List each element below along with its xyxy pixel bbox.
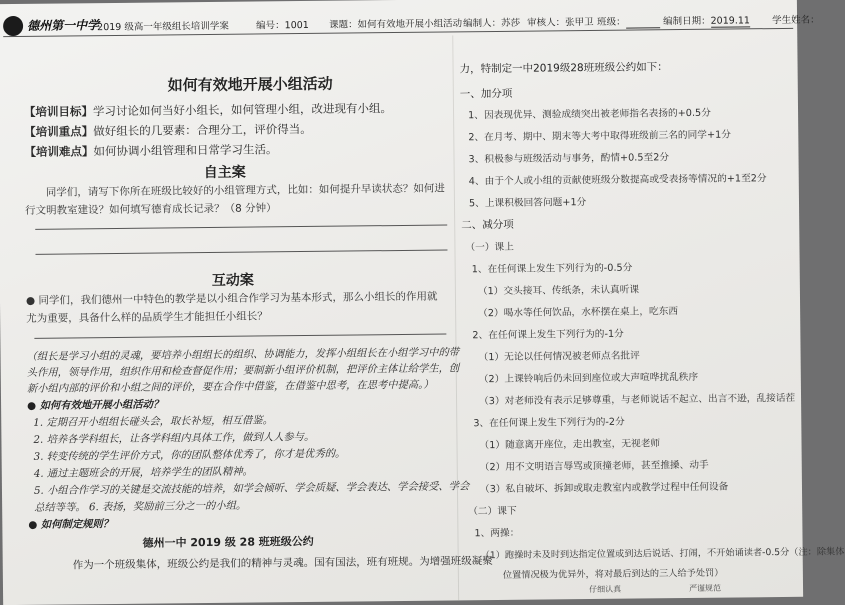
add-item-1: 1、因表现优异、测验成绩突出被老师指名表扬的+0.5分	[468, 107, 711, 122]
convention-title: 德州一中 2019 级 28 班班级公约	[142, 534, 314, 550]
interactive-heading: 互动案	[211, 272, 254, 289]
interactive-question: ● 同学们，我们德州一中特色的教学是以小组合作学习为基本形式，那么小组长的作用就尤为重要，具备什么样的品质学生才能担任小组长？	[25, 290, 438, 325]
header-date	[663, 12, 750, 28]
rule-minus-half-item-1: （1）交头接耳、传纸条，未认真听课	[477, 284, 640, 298]
footer-motto-left: 仔细认真	[588, 584, 622, 595]
header-course: 2019 级高一年级组长培训学案	[97, 20, 229, 34]
page-title: 如何有效地开展小组活动	[167, 74, 333, 95]
goal-target-label: 【培训目标】	[23, 104, 94, 119]
goal-difficulty-label: 【培训难点】	[24, 144, 94, 159]
goal-focus-label: 【培训重点】	[24, 124, 94, 139]
answer-line-3	[34, 334, 446, 339]
handwritten-item-6: 总结等等。 6. 表扬，奖励前三分之一的小组。	[34, 499, 247, 514]
rule-minus-two: 3、在任何课上发生下列行为的-2分	[473, 416, 625, 430]
rule-minus-two-item-1: （1）随意离开座位，走出教室，无视老师	[479, 438, 661, 452]
header-number: 编号：1001	[256, 19, 309, 32]
school-logo-icon	[3, 16, 23, 36]
right-top-text: 力，特制定一中2019级28班班级公约如下：	[459, 61, 668, 76]
answer-line-1	[35, 225, 447, 230]
header-reviewer-label: 审核人：	[527, 17, 566, 29]
header-reviewer-name: 张甲卫	[565, 16, 594, 29]
header-editor: 编制人：苏莎	[463, 17, 521, 30]
add-item-2: 2、在月考、期中、期末等大考中取得班级前三名的同学+1分	[468, 129, 731, 144]
add-item-4: 4、由于个人或小组的贡献使班级分数提高或受表扬等情况的+1至2分	[468, 173, 767, 188]
footer-motto-right: 严谨规范	[688, 583, 722, 593]
handwritten-question-1: ● 如何有效地开展小组活动？	[27, 398, 164, 412]
rule-minus-one: 2、在任何课上发生下列行为的-1分	[472, 328, 624, 342]
add-item-3: 3、积极参与班级活动与事务，酌情+0.5至2分	[468, 152, 670, 166]
in-class-heading: （一）课上	[465, 241, 514, 254]
header-reviewer	[527, 14, 594, 29]
deduct-section-heading: 二、减分项	[461, 218, 514, 232]
handwritten-intro-2: 头作用，领导作用，组织作用和检查督促作用；要制新小组评价机制，把评价主体让给学生，创	[26, 362, 460, 379]
add-section-heading: 一、加分项	[459, 87, 513, 101]
goal-focus	[24, 121, 312, 140]
convention-intro: 作为一个班级集体，班级公约是我们的精神与灵魂。国有国法，班有班规。为增强班级凝聚	[72, 555, 493, 572]
rule-minus-two-item-3: （3）私自破坏、拆卸或取走教室内或教学过程中任何设备	[479, 481, 729, 496]
goal-difficulty	[24, 141, 277, 160]
header-class-blank	[626, 16, 660, 28]
goal-difficulty-text: 如何协调小组管理和日常学习生活。	[93, 142, 278, 159]
rule-minus-one-item-2: （2）上课铃响后仍未回到座位或大声喧哗扰乱秩序	[478, 371, 699, 386]
handwritten-item-2: 2. 培养各学科组长，让各学科组内具体工作，做到人人参与。	[33, 430, 315, 446]
handwritten-question-2: ● 如何制定规则？	[28, 518, 114, 531]
rule-minus-one-item-3: （3）对老师没有表示足够尊重，与老师说话不起立、出言不逊，乱接话茬	[479, 392, 796, 408]
header-date-label: 编制日期：	[663, 15, 711, 28]
self-study-prompt: 同学们，请写下你所在班级比较好的小组管理方式，比如：如何提升早读状态？如何进行文明教室建设？如何填写德育成长记录？（8 分钟）	[24, 182, 445, 217]
rule-minus-one-item-1: （1）无论以任何情况被老师点名批评	[478, 350, 640, 364]
add-item-5: 5、上课积极回答问题+1分	[468, 197, 587, 210]
answer-line-2	[35, 250, 447, 255]
handwritten-intro-3: 新小组内部的评价和小组之间的评价，要在合作中借鉴，在借鉴中思考，在思考中提高。）	[26, 378, 434, 395]
header-student: 学生姓名：	[772, 14, 820, 27]
header-date-value: 2019.11	[710, 15, 750, 27]
header-topic: 课题：如何有效地开展小组活动	[329, 18, 463, 31]
exercise-heading: 1、两操：	[474, 527, 520, 540]
goal-target	[24, 100, 392, 120]
self-study-heading: 自主案	[203, 164, 246, 182]
handwritten-item-3: 3. 转变传统的学生评价方式，你的团队整体优秀了，你才是优秀的。	[33, 447, 346, 463]
goal-target-text: 学习讨论如何当好小组长，如何管理小组，改进现有小组。	[92, 101, 393, 119]
page-crease	[452, 35, 459, 600]
rule-minus-half-item-2: （2）喝水等任何饮品，水杯摆在桌上，吃东西	[478, 306, 679, 320]
handwritten-item-5: 5. 小组合作学习的关键是交流技能的培养，如学会倾听、学会质疑、学会表达、学会接受、学会	[33, 480, 470, 497]
rule-minus-two-item-2: （2）用不文明语言辱骂或顶撞老师，甚至推搡、动手	[479, 459, 709, 474]
school-logo-text: 德州第一中学	[27, 18, 100, 33]
exercise-rule-line-2: 位置情况极为优异外，将对最后到达的三人给予处罚）	[502, 567, 724, 581]
handwritten-item-4: 4. 通过主题班会的开展，培养学生的团队精神。	[33, 465, 253, 480]
exercise-rule-line-1: （1）跑操时未及时到达指定位置或到达后说话、打闹，不开始诵读者-0.5分（注：除集体	[480, 546, 845, 562]
after-class-heading: （二）课下	[468, 505, 517, 518]
handwritten-intro-1: （组长是学习小组的灵魂，要培养小组组长的组织、协调能力，发挥小组组长在小组学习中的带	[26, 346, 460, 363]
header-class	[597, 13, 660, 29]
goal-focus-text: 做好组长的几要素：合理分工，评价得当。	[93, 121, 312, 139]
header-class-label: 班级：	[597, 16, 626, 28]
handwritten-item-1: 1. 定期召开小组组长碰头会，取长补短，相互借鉴。	[33, 414, 273, 429]
rule-minus-half: 1、在任何课上发生下列行为的-0.5分	[471, 262, 633, 276]
